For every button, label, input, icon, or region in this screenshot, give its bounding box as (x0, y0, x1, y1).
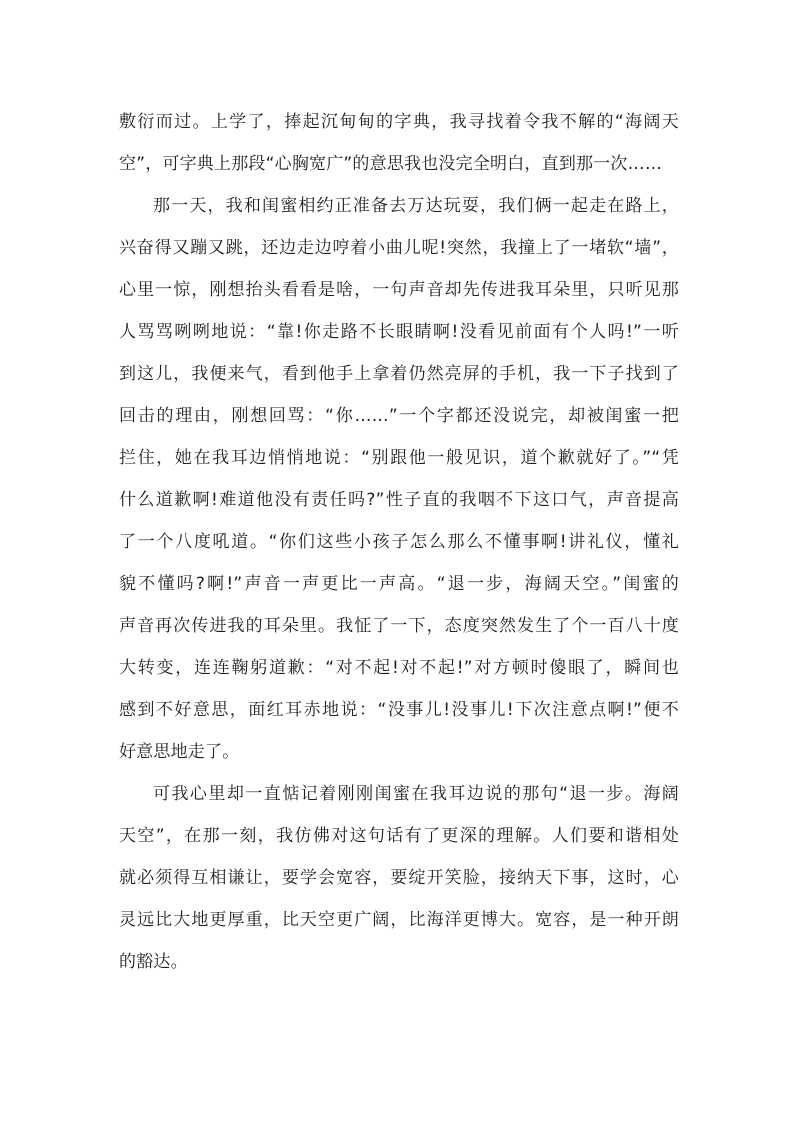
essay-line: 天空”，在那一刻，我仿佛对这句话有了更深的理解。人们要和谐相处 (119, 826, 679, 846)
paragraph-start-line: 可我心里却一直惦记着刚刚闺蜜在我耳边说的那句“退一步。海阔 (153, 784, 679, 804)
essay-line: 灵远比大地更厚重，比天空更广阔，比海洋更博大。宽容，是一种开朗 (119, 910, 679, 930)
essay-line: 就必须得互相谦让，要学会宽容，要绽开笑脸，接纳天下事，这时，心 (119, 868, 679, 888)
essay-line: 声音再次传进我的耳朵里。我怔了一下，态度突然发生了个一百八十度 (119, 616, 679, 636)
essay-line: 到这儿，我便来气，看到他手上拿着仍然亮屏的手机，我一下子找到了 (119, 364, 679, 384)
essay-line: 敷衍而过。上学了，捧起沉甸甸的字典，我寻找着令我不解的“海阔天 (119, 112, 679, 132)
essay-line: 感到不好意思，面红耳赤地说：“没事儿!没事儿!下次注意点啊!”便不 (119, 700, 679, 720)
essay-line: 心里一惊，刚想抬头看看是啥，一句声音却先传进我耳朵里，只听见那 (119, 280, 679, 300)
essay-line: 貌不懂吗?啊!”声音一声更比一声高。“退一步，海阔天空。”闺蜜的 (119, 574, 679, 594)
essay-line: 了一个八度吼道。“你们这些小孩子怎么那么不懂事啊!讲礼仪，懂礼 (119, 532, 679, 552)
essay-body (119, 101, 679, 983)
essay-line: 人骂骂咧咧地说：“靠!你走路不长眼睛啊!没看见前面有个人吗!”一听 (119, 322, 679, 342)
essay-line: 兴奋得又蹦又跳，还边走边哼着小曲儿呢!突然，我撞上了一堵软“墙”， (119, 238, 679, 258)
essay-line: 回击的理由，刚想回骂：“你……”一个字都还没说完，却被闺蜜一把 (119, 406, 679, 426)
essay-line: 什么道歉啊!难道他没有责任吗?”性子直的我咽不下这口气，声音提高 (119, 490, 679, 510)
essay-line: 拦住，她在我耳边悄悄地说：“别跟他一般见识，道个歉就好了。”“凭 (119, 448, 679, 468)
essay-line: 大转变，连连鞠躬道歉：“对不起!对不起!”对方顿时傻眼了，瞬间也 (119, 658, 679, 678)
paragraph-start-line: 那一天，我和闺蜜相约正准备去万达玩耍，我们俩一起走在路上， (153, 196, 679, 216)
essay-line: 空”，可字典上那段“心胸宽广”的意思我也没完全明白，直到那一次…… (119, 154, 663, 174)
essay-line: 好意思地走了。 (119, 742, 240, 762)
essay-line: 的豁达。 (119, 952, 188, 972)
